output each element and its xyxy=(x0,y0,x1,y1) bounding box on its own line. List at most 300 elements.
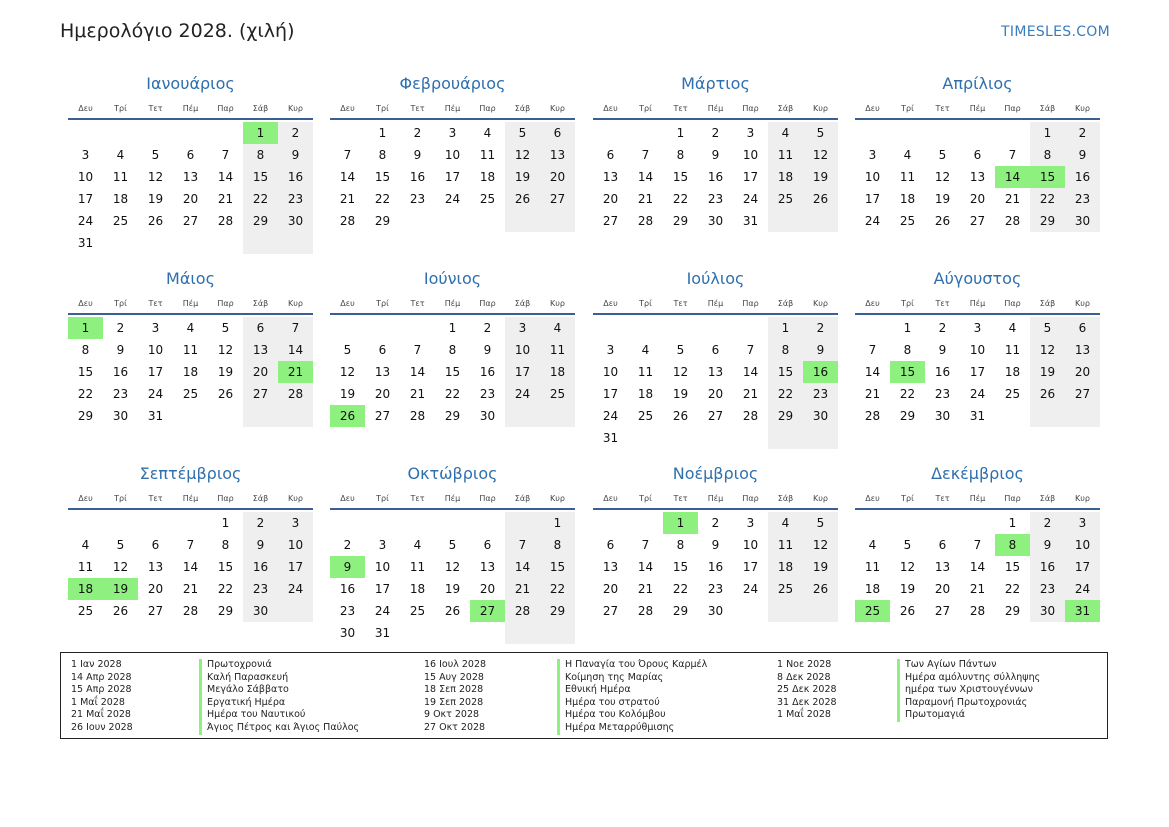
month-title: Αύγουστος xyxy=(933,269,1022,288)
day-grid xyxy=(330,122,575,232)
day-cell: 7 xyxy=(641,148,650,162)
day-grid xyxy=(593,512,838,622)
day-cell: 27 xyxy=(147,604,164,618)
day-cell: 1 xyxy=(540,512,575,534)
legend-names-3 xyxy=(897,659,1040,722)
day-cell: 27 xyxy=(934,604,951,618)
day-cell: 9 xyxy=(413,148,422,162)
empty-day-cell xyxy=(593,512,628,534)
day-cell: 5 xyxy=(803,122,838,144)
day-cell: 15 xyxy=(540,556,575,578)
day-cell: 6 xyxy=(151,538,160,552)
weekday-label: Τρί xyxy=(114,104,127,113)
holiday-day-cell: 8 xyxy=(995,534,1030,556)
day-cell: 12 xyxy=(934,170,951,184)
empty-day-cell xyxy=(68,512,103,534)
empty-day-cell xyxy=(68,122,103,144)
day-cell: 13 xyxy=(182,170,199,184)
weekday-label: Δευ xyxy=(603,494,618,503)
day-cell: 17 xyxy=(742,560,759,574)
empty-day-cell xyxy=(470,210,505,232)
empty-day-cell xyxy=(628,317,663,339)
day-cell: 2 xyxy=(116,321,125,335)
holiday-name: ημέρα των Χριστουγέννων xyxy=(897,684,1040,697)
empty-day-cell xyxy=(1030,405,1065,427)
holiday-date: 15 Αυγ 2028 xyxy=(424,671,484,683)
day-cell: 11 xyxy=(182,343,199,357)
day-cell: 20 xyxy=(934,582,951,596)
day-cell: 15 xyxy=(1004,560,1021,574)
weekday-header xyxy=(855,493,1100,505)
holiday-day-cell: 15 xyxy=(1030,166,1065,188)
day-cell: 24 xyxy=(742,582,759,596)
day-cell: 11 xyxy=(899,170,916,184)
day-cell: 6 xyxy=(973,148,982,162)
day-cell: 15 xyxy=(374,170,391,184)
day-cell: 25 xyxy=(1004,387,1021,401)
weekday-label: Παρ xyxy=(742,104,759,113)
weekday-label: Δευ xyxy=(340,494,355,503)
day-cell: 29 xyxy=(77,409,94,423)
empty-day-cell xyxy=(435,512,470,534)
day-cell: 11 xyxy=(768,144,803,166)
empty-day-cell xyxy=(733,600,768,622)
holiday-name: Εθνική Ημέρα xyxy=(557,684,707,697)
day-cell: 20 xyxy=(182,192,199,206)
day-cell: 11 xyxy=(864,560,881,574)
header-divider xyxy=(593,118,838,120)
weekday-label: Πέμ xyxy=(444,299,461,308)
day-cell: 3 xyxy=(746,126,755,140)
day-cell: 8 xyxy=(676,148,685,162)
day-cell: 16 xyxy=(1030,556,1065,578)
day-cell: 27 xyxy=(969,214,986,228)
weekday-label: Κυρ xyxy=(550,299,565,308)
empty-day-cell xyxy=(278,600,313,622)
day-cell: 16 xyxy=(1065,166,1100,188)
day-cell: 9 xyxy=(243,534,278,556)
day-cell: 10 xyxy=(444,148,461,162)
day-cell: 14 xyxy=(505,556,540,578)
day-cell: 24 xyxy=(77,214,94,228)
day-cell: 25 xyxy=(409,604,426,618)
weekday-label: Τετ xyxy=(148,494,163,503)
day-cell: 30 xyxy=(479,409,496,423)
weekday-header xyxy=(593,298,838,310)
empty-day-cell xyxy=(698,427,733,449)
day-cell: 27 xyxy=(602,214,619,228)
day-cell: 12 xyxy=(803,144,838,166)
day-grid xyxy=(68,512,313,622)
weekday-label: Τετ xyxy=(935,104,950,113)
day-cell: 16 xyxy=(479,365,496,379)
day-cell: 25 xyxy=(540,383,575,405)
weekday-header xyxy=(330,103,575,115)
day-cell: 31 xyxy=(374,626,391,640)
day-cell: 26 xyxy=(672,409,689,423)
day-cell: 5 xyxy=(448,538,457,552)
month-title: Ιανουάριος xyxy=(146,74,235,93)
weekday-label: Τετ xyxy=(148,104,163,113)
holiday-name: Ημέρα του Κολόμβου xyxy=(557,709,707,722)
day-cell: 22 xyxy=(899,387,916,401)
day-cell: 11 xyxy=(540,339,575,361)
day-cell: 7 xyxy=(641,538,650,552)
weekday-label: Τετ xyxy=(673,104,688,113)
day-cell: 22 xyxy=(77,387,94,401)
day-grid xyxy=(855,122,1100,232)
day-cell: 21 xyxy=(1004,192,1021,206)
day-cell: 15 xyxy=(672,560,689,574)
day-cell: 26 xyxy=(1030,383,1065,405)
day-cell: 13 xyxy=(243,339,278,361)
day-cell: 13 xyxy=(147,560,164,574)
weekday-label: Πέμ xyxy=(444,104,461,113)
day-cell: 8 xyxy=(378,148,387,162)
empty-day-cell xyxy=(890,512,925,534)
weekday-label: Παρ xyxy=(1004,104,1021,113)
day-cell: 10 xyxy=(969,343,986,357)
day-cell: 23 xyxy=(278,188,313,210)
empty-day-cell xyxy=(400,210,435,232)
day-cell: 6 xyxy=(938,538,947,552)
day-cell: 13 xyxy=(540,144,575,166)
month-title: Νοέμβριος xyxy=(672,464,759,483)
day-cell: 10 xyxy=(602,365,619,379)
day-cell: 26 xyxy=(803,578,838,600)
header-divider xyxy=(68,313,313,315)
day-cell: 29 xyxy=(1030,210,1065,232)
weekday-label: Τετ xyxy=(673,299,688,308)
day-cell: 7 xyxy=(413,343,422,357)
day-cell: 12 xyxy=(217,343,234,357)
day-cell: 10 xyxy=(374,560,391,574)
day-cell: 19 xyxy=(217,365,234,379)
weekday-label: Παρ xyxy=(479,299,496,308)
empty-day-cell xyxy=(628,512,663,534)
day-cell: 14 xyxy=(742,365,759,379)
day-cell: 19 xyxy=(934,192,951,206)
holiday-day-cell: 27 xyxy=(470,600,505,622)
day-cell: 13 xyxy=(602,170,619,184)
weekday-label: Κυρ xyxy=(813,299,828,308)
day-cell: 4 xyxy=(81,538,90,552)
empty-day-cell xyxy=(540,210,575,232)
day-cell: 10 xyxy=(77,170,94,184)
day-cell: 13 xyxy=(374,365,391,379)
day-cell: 18 xyxy=(637,387,654,401)
day-cell: 12 xyxy=(899,560,916,574)
day-cell: 2 xyxy=(711,516,720,530)
weekday-header xyxy=(68,493,313,505)
month-title: Ιούνιος xyxy=(423,269,482,288)
day-cell: 29 xyxy=(540,600,575,622)
day-cell: 6 xyxy=(243,317,278,339)
holiday-day-cell: 9 xyxy=(330,556,365,578)
empty-day-cell xyxy=(803,600,838,622)
weekday-label: Κυρ xyxy=(288,104,303,113)
day-cell: 24 xyxy=(864,214,881,228)
day-cell: 29 xyxy=(899,409,916,423)
empty-day-cell xyxy=(138,232,173,254)
day-cell: 18 xyxy=(864,582,881,596)
day-cell: 25 xyxy=(77,604,94,618)
holiday-name: Άγιος Πέτρος και Άγιος Παύλος xyxy=(199,722,359,735)
day-cell: 9 xyxy=(278,144,313,166)
day-cell: 29 xyxy=(243,210,278,232)
weekday-label: Σάβ xyxy=(252,299,269,308)
month-block xyxy=(330,74,575,232)
holiday-day-cell: 26 xyxy=(330,405,365,427)
empty-day-cell xyxy=(330,122,365,144)
day-cell: 28 xyxy=(864,409,881,423)
weekday-header xyxy=(330,298,575,310)
day-grid xyxy=(855,317,1100,427)
day-cell: 1 xyxy=(448,321,457,335)
holiday-date: 1 Μαΐ 2028 xyxy=(777,709,831,721)
weekday-label: Τρί xyxy=(639,494,652,503)
day-cell: 19 xyxy=(147,192,164,206)
day-cell: 31 xyxy=(969,409,986,423)
weekday-label: Σάβ xyxy=(514,299,531,308)
holiday-day-cell: 1 xyxy=(68,317,103,339)
day-cell: 28 xyxy=(278,383,313,405)
holiday-name: Ημέρα του Ναυτικού xyxy=(199,709,359,722)
day-cell: 28 xyxy=(505,600,540,622)
holiday-name: Η Παναγία του Όρους Καρμέλ xyxy=(557,659,707,672)
day-cell: 15 xyxy=(77,365,94,379)
holiday-date: 21 Μαΐ 2028 xyxy=(71,709,131,721)
weekday-label: Δευ xyxy=(865,299,880,308)
day-cell: 14 xyxy=(217,170,234,184)
day-cell: 17 xyxy=(969,365,986,379)
weekday-label: Δευ xyxy=(340,104,355,113)
holiday-date: 1 Μαΐ 2028 xyxy=(71,696,125,708)
day-cell: 23 xyxy=(707,582,724,596)
day-grid xyxy=(855,512,1100,622)
day-cell: 9 xyxy=(938,343,947,357)
day-cell: 3 xyxy=(278,512,313,534)
empty-day-cell xyxy=(698,317,733,339)
day-cell: 7 xyxy=(1008,148,1017,162)
day-cell: 12 xyxy=(672,365,689,379)
page-title: Ημερολόγιο 2028. (χιλή) xyxy=(60,20,295,42)
holiday-name: Ημέρα Μεταρρύθμισης xyxy=(557,722,707,735)
empty-day-cell xyxy=(663,427,698,449)
empty-day-cell xyxy=(243,232,278,254)
month-block xyxy=(68,269,313,427)
holiday-date: 19 Σεπ 2028 xyxy=(424,696,484,708)
brand-link[interactable]: TIMESLES.COM xyxy=(1001,24,1110,40)
day-cell: 11 xyxy=(768,534,803,556)
day-cell: 22 xyxy=(374,192,391,206)
day-cell: 24 xyxy=(969,387,986,401)
day-cell: 15 xyxy=(672,170,689,184)
day-cell: 28 xyxy=(742,409,759,423)
weekday-label: Πέμ xyxy=(444,494,461,503)
header-divider xyxy=(855,118,1100,120)
day-cell: 18 xyxy=(768,166,803,188)
day-cell: 8 xyxy=(903,343,912,357)
day-grid xyxy=(330,512,575,644)
header-divider xyxy=(855,508,1100,510)
empty-day-cell xyxy=(138,512,173,534)
day-cell: 11 xyxy=(112,170,129,184)
day-cell: 19 xyxy=(339,387,356,401)
holiday-date: 31 Δεκ 2028 xyxy=(777,696,837,708)
empty-day-cell xyxy=(663,317,698,339)
day-cell: 3 xyxy=(868,148,877,162)
day-cell: 9 xyxy=(803,339,838,361)
empty-day-cell xyxy=(1065,405,1100,427)
month-block xyxy=(330,269,575,427)
weekday-label: Δευ xyxy=(78,104,93,113)
holiday-day-cell: 21 xyxy=(278,361,313,383)
empty-day-cell xyxy=(470,622,505,644)
day-cell: 1 xyxy=(903,321,912,335)
day-cell: 6 xyxy=(606,538,615,552)
empty-day-cell xyxy=(173,512,208,534)
holiday-day-cell: 14 xyxy=(995,166,1030,188)
empty-day-cell xyxy=(960,512,995,534)
day-cell: 17 xyxy=(278,556,313,578)
day-cell: 29 xyxy=(1004,604,1021,618)
day-cell: 25 xyxy=(637,409,654,423)
holiday-date: 9 Οκτ 2028 xyxy=(424,709,480,721)
day-cell: 20 xyxy=(147,582,164,596)
weekday-label: Κυρ xyxy=(813,104,828,113)
day-cell: 24 xyxy=(374,604,391,618)
day-cell: 5 xyxy=(803,512,838,534)
weekday-label: Τρί xyxy=(901,299,914,308)
day-cell: 28 xyxy=(1004,214,1021,228)
holiday-day-cell: 15 xyxy=(890,361,925,383)
day-cell: 20 xyxy=(540,166,575,188)
holiday-day-cell: 1 xyxy=(243,122,278,144)
day-cell: 17 xyxy=(742,170,759,184)
empty-day-cell xyxy=(768,210,803,232)
day-cell: 12 xyxy=(505,144,540,166)
day-cell: 21 xyxy=(217,192,234,206)
month-title: Απρίλιος xyxy=(942,74,1013,93)
empty-day-cell xyxy=(435,210,470,232)
day-cell: 24 xyxy=(505,383,540,405)
holiday-date: 1 Νοε 2028 xyxy=(777,659,832,670)
empty-day-cell xyxy=(628,122,663,144)
day-grid xyxy=(330,317,575,427)
day-cell: 8 xyxy=(81,343,90,357)
day-cell: 11 xyxy=(409,560,426,574)
day-cell: 18 xyxy=(112,192,129,206)
weekday-label: Τετ xyxy=(410,494,425,503)
day-cell: 5 xyxy=(116,538,125,552)
day-cell: 10 xyxy=(278,534,313,556)
day-cell: 30 xyxy=(1030,600,1065,622)
day-cell: 23 xyxy=(707,192,724,206)
weekday-label: Πέμ xyxy=(182,494,199,503)
day-cell: 3 xyxy=(81,148,90,162)
weekday-label: Δευ xyxy=(78,494,93,503)
day-cell: 4 xyxy=(768,512,803,534)
day-cell: 25 xyxy=(768,188,803,210)
day-cell: 3 xyxy=(746,516,755,530)
weekday-label: Πέμ xyxy=(707,494,724,503)
day-cell: 2 xyxy=(711,126,720,140)
day-cell: 7 xyxy=(746,343,755,357)
day-cell: 12 xyxy=(147,170,164,184)
day-cell: 24 xyxy=(602,409,619,423)
day-cell: 11 xyxy=(637,365,654,379)
weekday-label: Σάβ xyxy=(252,494,269,503)
day-cell: 21 xyxy=(969,582,986,596)
day-cell: 31 xyxy=(147,409,164,423)
legend-dates-3 xyxy=(777,659,837,722)
holiday-day-cell: 1 xyxy=(663,512,698,534)
empty-day-cell xyxy=(593,317,628,339)
day-cell: 30 xyxy=(1065,210,1100,232)
month-block xyxy=(855,464,1100,622)
empty-day-cell xyxy=(995,122,1030,144)
day-cell: 22 xyxy=(243,188,278,210)
day-cell: 15 xyxy=(768,361,803,383)
day-cell: 28 xyxy=(969,604,986,618)
weekday-label: Τρί xyxy=(639,299,652,308)
day-cell: 22 xyxy=(444,387,461,401)
weekday-label: Κυρ xyxy=(1075,104,1090,113)
weekday-label: Σάβ xyxy=(777,494,794,503)
day-cell: 5 xyxy=(151,148,160,162)
day-cell: 7 xyxy=(868,343,877,357)
empty-day-cell xyxy=(733,317,768,339)
empty-day-cell xyxy=(243,405,278,427)
weekday-label: Τετ xyxy=(935,494,950,503)
holiday-name: Παραμονή Πρωτοχρονιάς xyxy=(897,697,1040,710)
header-divider xyxy=(593,508,838,510)
day-cell: 23 xyxy=(803,383,838,405)
weekday-label: Δευ xyxy=(78,299,93,308)
month-block xyxy=(68,74,313,254)
legend-dates-2 xyxy=(424,659,486,735)
holiday-name: Ημέρα αμόλυντης σύλληψης xyxy=(897,672,1040,685)
month-title: Δεκέμβριος xyxy=(931,464,1024,483)
day-cell: 25 xyxy=(182,387,199,401)
weekday-label: Σάβ xyxy=(514,104,531,113)
day-cell: 6 xyxy=(378,343,387,357)
empty-day-cell xyxy=(103,232,138,254)
header-divider xyxy=(330,118,575,120)
day-cell: 6 xyxy=(186,148,195,162)
weekday-header xyxy=(593,493,838,505)
weekday-label: Κυρ xyxy=(288,494,303,503)
day-cell: 30 xyxy=(803,405,838,427)
day-cell: 22 xyxy=(672,582,689,596)
empty-day-cell xyxy=(365,512,400,534)
day-cell: 19 xyxy=(672,387,689,401)
holiday-date: 18 Σεπ 2028 xyxy=(424,684,484,696)
day-cell: 14 xyxy=(637,170,654,184)
month-title: Οκτώβριος xyxy=(407,464,498,483)
empty-day-cell xyxy=(960,122,995,144)
day-cell: 16 xyxy=(243,556,278,578)
day-cell: 20 xyxy=(374,387,391,401)
day-cell: 2 xyxy=(1030,512,1065,534)
weekday-label: Τρί xyxy=(114,299,127,308)
empty-day-cell xyxy=(103,122,138,144)
day-grid xyxy=(68,317,313,427)
weekday-label: Τρί xyxy=(901,104,914,113)
holiday-name: Των Αγίων Πάντων xyxy=(897,659,1040,672)
day-cell: 16 xyxy=(278,166,313,188)
